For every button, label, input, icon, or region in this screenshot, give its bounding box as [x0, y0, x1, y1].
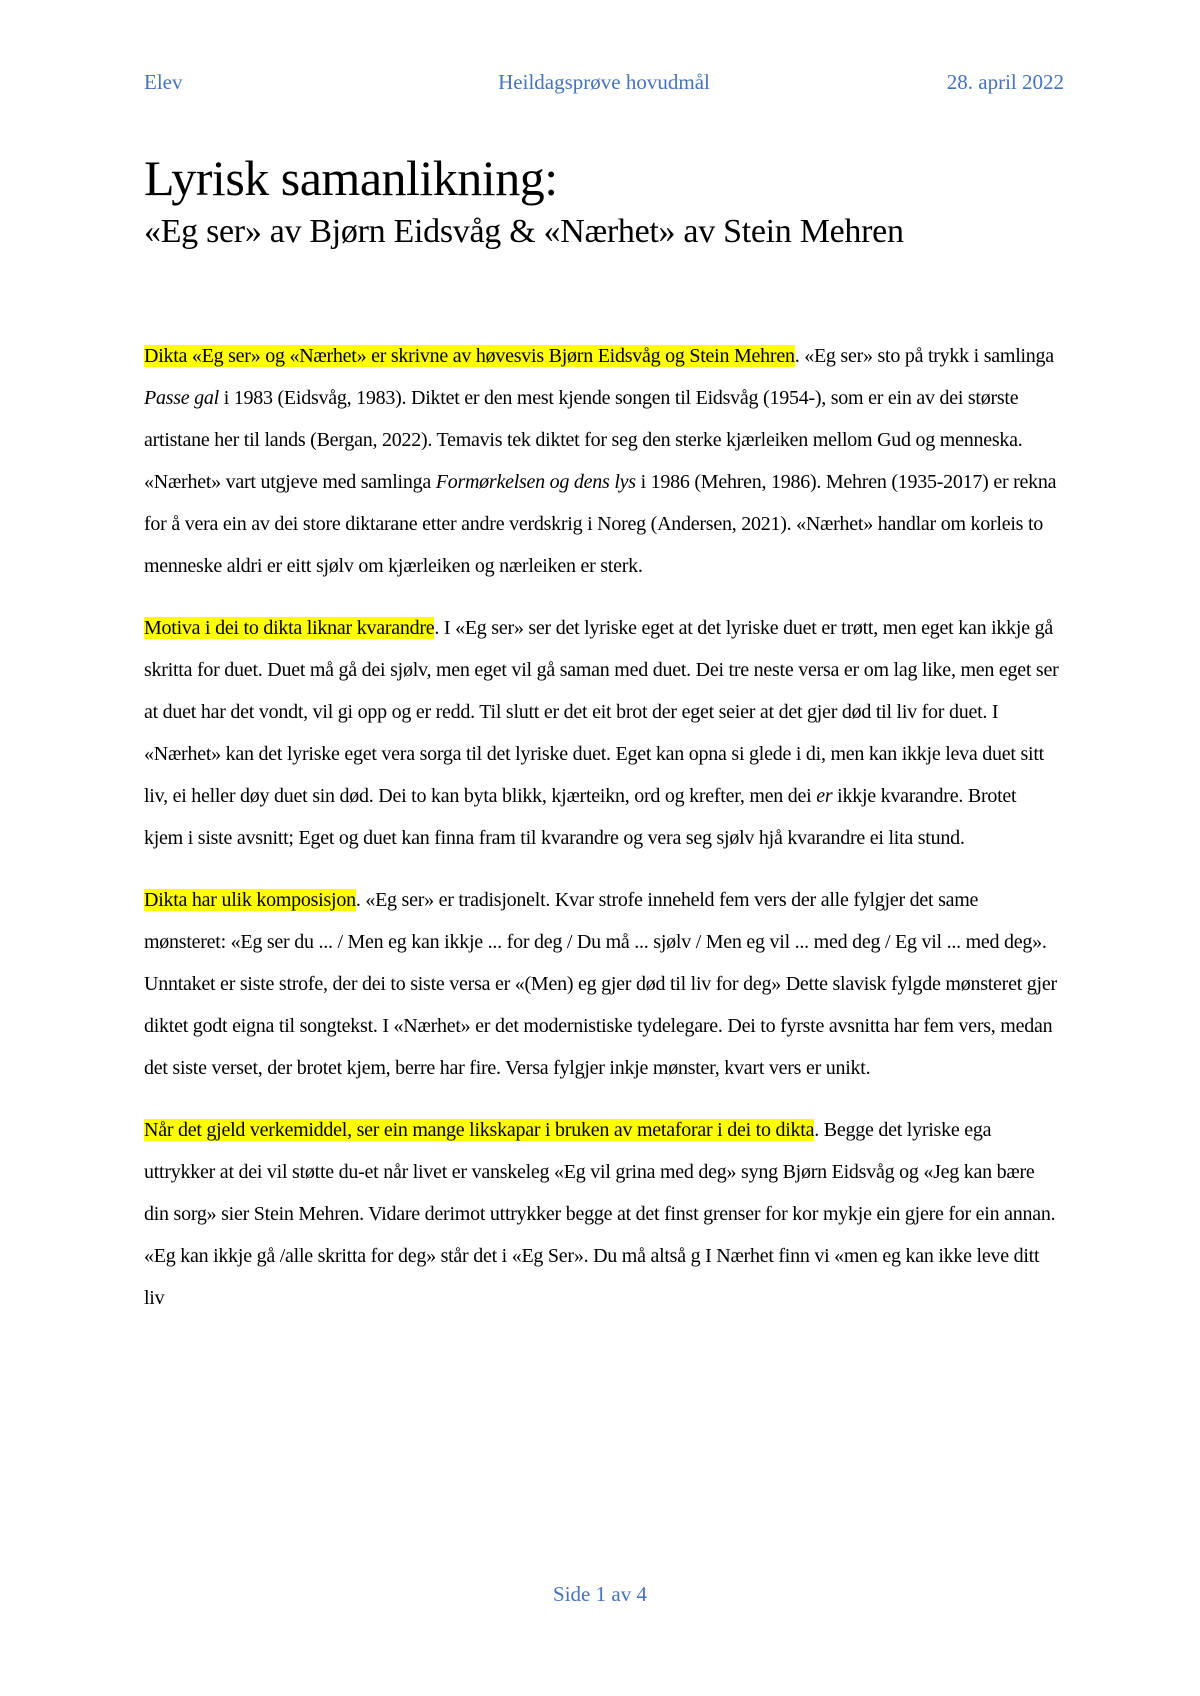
header-student: Elev [144, 70, 183, 94]
paragraph-text: . I «Eg ser» ser det lyriske eget at det lyriske duet er trøtt, men eget kan ikkje gå skritta for duet. Duet må gå dei sjølv, men eget vil gå saman med duet. Dei tre neste versa er om lag like, men eget ser at duet har det vondt, vil gi opp og er redd. Til slutt er det eit brot der eget seier at det gjer død til liv for duet. I «Nærhet» kan det lyriske eget vera sorga til det lyriske duet. Eget kan opna si glede i di, men kan ikkje leva duet sitt liv, ei heller døy duet sin død. Dei to kan byta blikk, kjærteikn, ord og krefter, men dei [144, 617, 1059, 807]
document-subtitle: «Eg ser» av Bjørn Eidsvåg & «Nærhet» av Stein Mehren [144, 213, 904, 250]
paragraph-text: . Begge det lyriske ega uttrykker at dei vil støtte du-et når livet er vanskeleg «Eg vil grina med deg» syng Bjørn Eidsvåg og «Jeg kan bære din sorg» sier Stein Mehren. Vidare derimot uttrykker begge at det finst grenser for kor mykje ein gjere for ein annan. «Eg kan ikkje gå /alle skritta for deg» står det i «Eg Ser». Du må altså g I Nærhet finn vi «men eg kan ikke leve ditt liv [144, 1119, 1056, 1309]
highlighted-topic-sentence: Dikta har ulik komposisjon [144, 889, 356, 911]
italic-book-title: Passe gal [144, 387, 219, 409]
page-number-footer: Side 1 av 4 [553, 1582, 647, 1606]
paragraph-composition [144, 879, 1060, 1089]
paragraph-introduction [144, 335, 1060, 587]
paragraph-motifs [144, 607, 1060, 859]
italic-book-title: Formørkelsen og dens lys [435, 471, 636, 493]
page-header [144, 70, 1064, 100]
paragraph-devices [144, 1109, 1060, 1309]
header-date: 28. april 2022 [946, 70, 1064, 94]
document-body [144, 335, 1060, 1309]
highlighted-topic-sentence: Dikta «Eg ser» og «Nærhet» er skrivne av høvesvis Bjørn Eidsvåg og Stein Mehren [144, 345, 795, 367]
highlighted-topic-sentence: Motiva i dei to dikta liknar kvarandre [144, 617, 435, 639]
paragraph-text: i 1983 (Eidsvåg, 1983). Diktet er den mest kjende songen til Eidsvåg (1954-), som er ein av dei største artistane her til lands (Bergan, 2022). Temavis tek diktet for seg den sterke kjærleiken mellom Gud og menneska. «Nærhet» vart utgjeve med samlinga [144, 387, 1023, 493]
paragraph-text: . «Eg ser» sto på trykk i samlinga [794, 345, 1054, 367]
document-title: Lyrisk samanlikning: [144, 150, 558, 206]
italic-emphasis: er [816, 785, 833, 807]
header-exam-title: Heildagsprøve hovudmål [498, 70, 710, 94]
paragraph-text: i 1986 (Mehren, 1986). Mehren (1935-2017) er rekna for å vera ein av dei store diktarane etter andre verdskrig i Noreg (Andersen, 2021). «Nærhet» handlar om korleis to menneske aldri er eitt sjølv om kjærleiken og nærleiken er sterk. [144, 471, 1057, 577]
paragraph-text: ikkje kvarandre. Brotet kjem i siste avsnitt; Eget og duet kan finna fram til kvarandre og vera seg sjølv hjå kvarandre ei lita stund. [144, 785, 1017, 849]
highlighted-topic-sentence: Når det gjeld verkemiddel, ser ein mange likskapar i bruken av metaforar i dei to dikta [144, 1119, 815, 1141]
paragraph-text: . «Eg ser» er tradisjonelt. Kvar strofe inneheld fem vers der alle fylgjer det same mønsteret: «Eg ser du ... / Men eg kan ikkje ... for deg / Du må ... sjølv / Men eg vil ... med deg / Eg vil ... med deg». Unntaket er siste strofe, der dei to siste versa er «(Men) eg gjer død til liv for deg» Dette slavisk fylgde mønsteret gjer diktet godt eigna til songtekst. I «Nærhet» er det modernistiske tydelegare. Dei to fyrste avsnitta har fem vers, medan det siste verset, der brotet kjem, berre har fire. Versa fylgjer inkje mønster, kvart vers er unikt. [144, 889, 1057, 1079]
